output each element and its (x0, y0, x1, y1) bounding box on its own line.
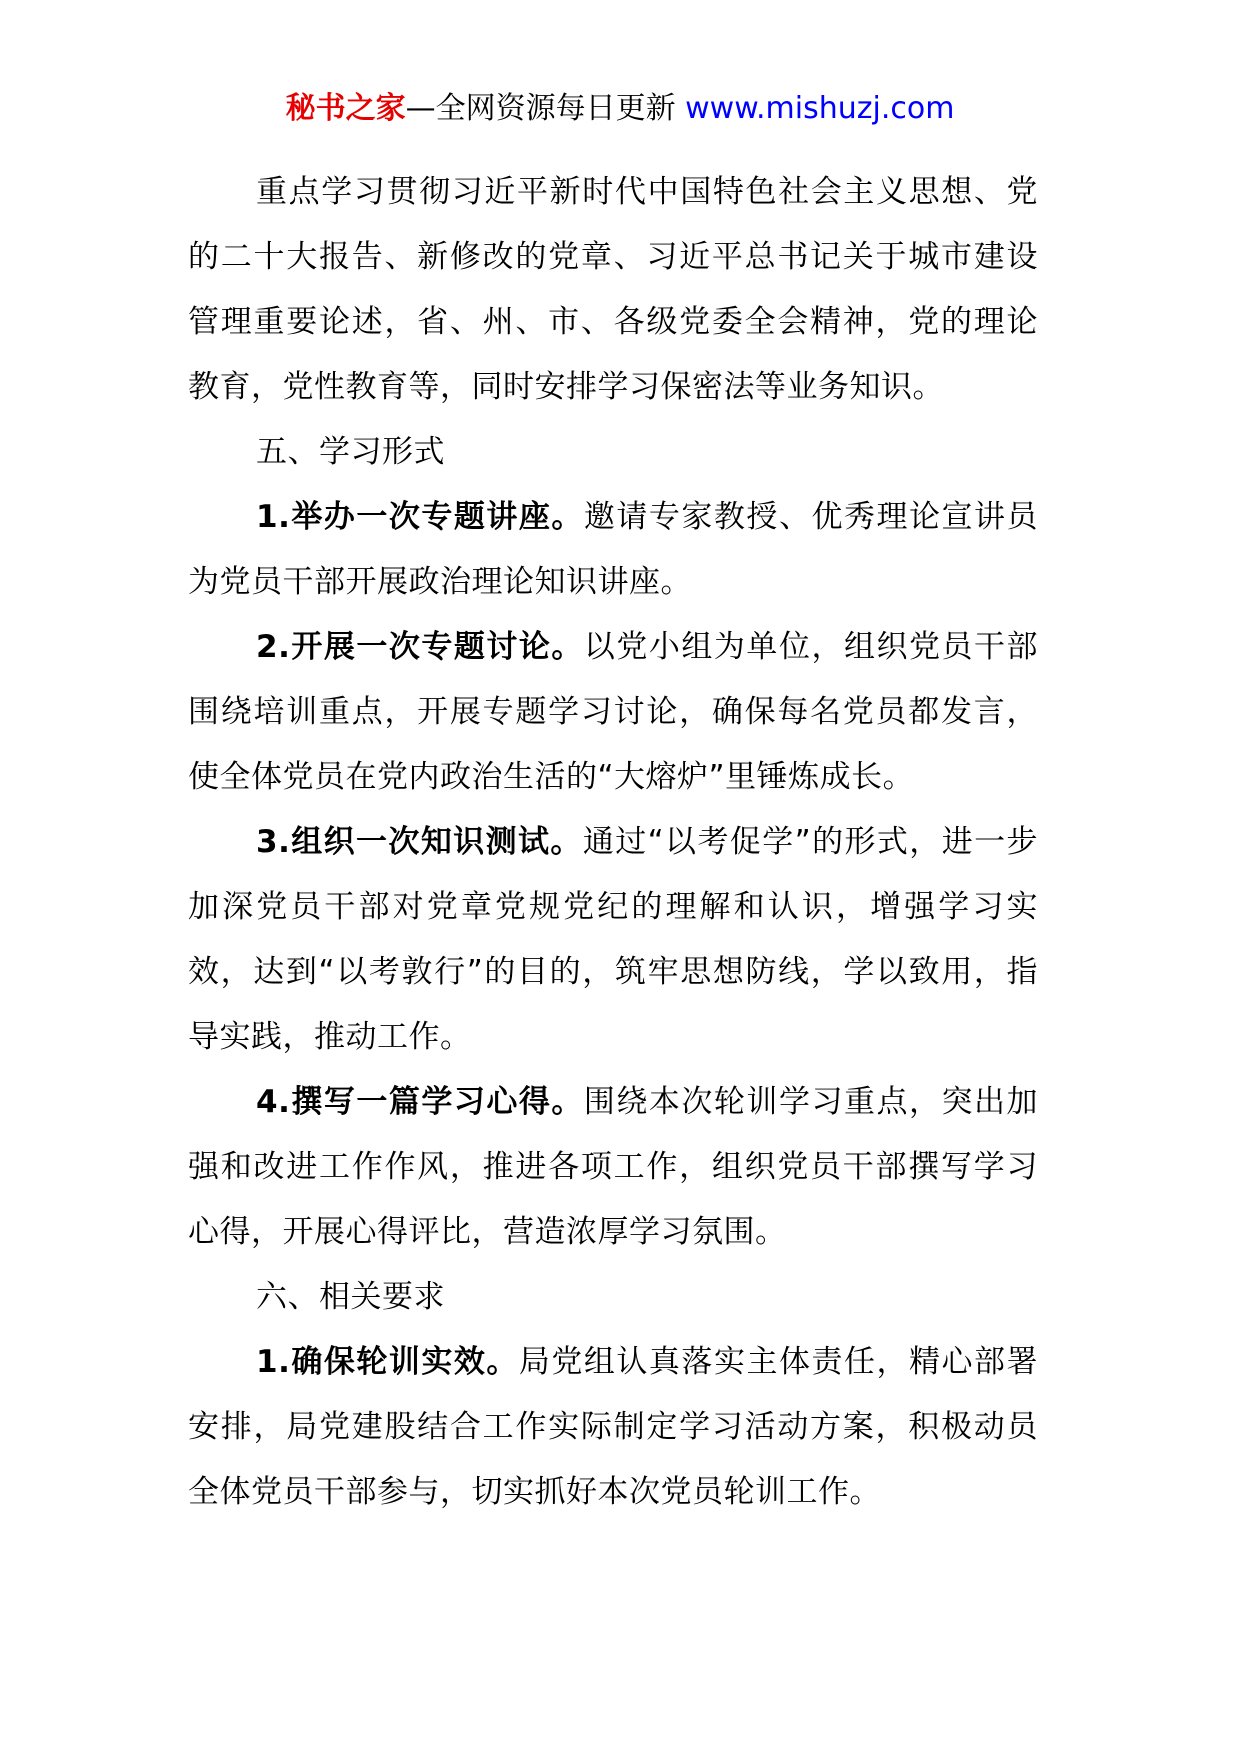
section-heading-text: 六、相关要求 (256, 1279, 445, 1315)
paragraph-lead: 1.举办一次专题讲座。 (256, 499, 584, 535)
site-url-link[interactable]: www.mishuzj.com (685, 91, 955, 126)
site-header (0, 84, 1240, 134)
section-heading-text: 五、学习形式 (256, 434, 445, 470)
site-slogan: —全网资源每日更新 (405, 91, 676, 126)
paragraph-lead: 4.撰写一篇学习心得。 (256, 1084, 584, 1120)
paragraph-text: 邀请专家教授、优秀理论宣讲员为党员干部开展政治理论知识讲座。 (188, 499, 1038, 600)
paragraph-lead: 1.确保轮训实效。 (256, 1344, 519, 1380)
section-heading-requirements (188, 1265, 1038, 1330)
paragraph-lecture (188, 485, 1038, 615)
paragraph-training-effect (188, 1330, 1038, 1525)
paragraph-text: 以党小组为单位，组织党员干部围绕培训重点，开展专题学习讨论，确保每名党员都发言，使全体党员在党内政治生活的“大熔炉”里锤炼成长。 (188, 629, 1038, 795)
paragraph-text: 围绕本次轮训学习重点，突出加强和改进工作作风，推进各项工作，组织党员干部撰写学习心得，开展心得评比，营造浓厚学习氛围。 (188, 1084, 1038, 1250)
paragraph-study-content (188, 160, 1038, 420)
paragraph-knowledge-test (188, 810, 1038, 1070)
paragraph-text: 通过“以考促学”的形式，进一步加深党员干部对党章党规党纪的理解和认识，增强学习实效，达到“以考敦行”的目的，筑牢思想防线，学以致用，指导实践，推动工作。 (188, 824, 1038, 1055)
paragraph-lead: 3.组织一次知识测试。 (256, 824, 583, 860)
document-body (188, 160, 1038, 1525)
section-heading-study-format (188, 420, 1038, 485)
paragraph-text: 局党组认真落实主体责任，精心部署安排，局党建股结合工作实际制定学习活动方案，积极动员全体党员干部参与，切实抓好本次党员轮训工作。 (188, 1344, 1038, 1510)
paragraph-lead: 2.开展一次专题讨论。 (256, 629, 584, 665)
paragraph-study-notes (188, 1070, 1038, 1265)
site-brand: 秘书之家 (285, 91, 406, 126)
paragraph-text: 重点学习贯彻习近平新时代中国特色社会主义思想、党的二十大报告、新修改的党章、习近平总书记关于城市建设管理重要论述，省、州、市、各级党委全会精神，党的理论教育，党性教育等，同时安排学习保密法等业务知识。 (188, 174, 1038, 405)
paragraph-discussion (188, 615, 1038, 810)
